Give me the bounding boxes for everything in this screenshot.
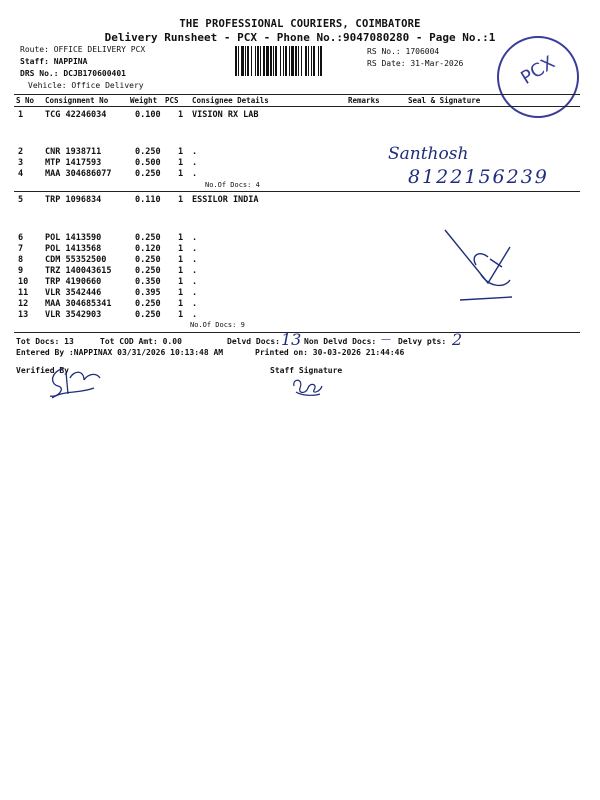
tot-cod: Tot COD Amt: 0.00: [100, 337, 182, 346]
col-pcs: PCS: [165, 96, 179, 105]
table-row: 7 POL 1413568 0.120 1 .: [18, 244, 198, 254]
route-label: Route: OFFICE DELIVERY PCX: [20, 45, 146, 54]
staff-signature: [290, 376, 326, 398]
tot-docs: Tot Docs: 13: [16, 337, 74, 346]
handwritten-phone: 8122156239: [408, 166, 549, 188]
rs-number: RS No.: 1706004: [367, 47, 440, 56]
table-row: 6 POL 1413590 0.250 1 .: [18, 233, 198, 243]
rs-date: RS Date: 31-Mar-2026: [367, 59, 464, 68]
col-consignee: Consignee Details: [192, 96, 269, 105]
delvy-pts-label: Delvy pts:: [398, 337, 447, 346]
col-weight: Weight: [130, 96, 158, 105]
staff-label: Staff: NAPPINA: [20, 57, 88, 66]
table-row: 9 TRZ 140043615 0.250 1 .: [18, 266, 198, 276]
col-sno: S No: [16, 96, 35, 105]
table-row: 12 MAA 304685341 0.250 1 .: [18, 299, 198, 309]
entered-by: Entered By :NAPPINAX 03/31/2026 10:13:48 AM: [16, 348, 224, 357]
header-top-rule: [14, 94, 580, 95]
consignee-name: ESSILOR INDIA: [192, 195, 259, 205]
delvd-docs-handwritten: 13: [281, 330, 302, 349]
verifier-signature: [44, 360, 106, 402]
table-row: 8 CDM 55352500 0.250 1 .: [18, 255, 198, 265]
non-delvd-docs-label: Non Delvd Docs:: [304, 337, 377, 346]
table-row: 3 MTP 1417593 0.500 1 .: [18, 158, 198, 168]
col-remarks: Remarks: [348, 96, 380, 105]
table-row: 4 MAA 304686077 0.250 1 .: [18, 169, 198, 179]
table-row: 1 TCG 42246034 0.100 1 VISION RX LAB: [18, 110, 259, 120]
handwritten-name: Santhosh: [388, 144, 469, 164]
docs-count-1: No.Of Docs: 4: [205, 181, 260, 189]
table-row: 11 VLR 3542446 0.395 1 .: [18, 288, 198, 298]
receiver-signature: [440, 225, 520, 305]
table-row: 2 CNR 1938711 0.250 1 .: [18, 147, 198, 157]
table-row: 13 VLR 3542903 0.250 1 .: [18, 310, 198, 320]
stamp-text: PCX: [517, 52, 559, 89]
barcode: [234, 46, 362, 76]
verified-by-label: Verified By: [16, 366, 69, 375]
header-bottom-rule: [14, 106, 580, 107]
company-title: THE PROFESSIONAL COURIERS, COIMBATORE: [179, 18, 421, 30]
non-delvd-handwritten: —: [381, 334, 391, 345]
col-consignment: Consignment No: [45, 96, 109, 105]
column-header: [0, 96, 600, 106]
printed-on: Printed on: 30-03-2026 21:44:46: [255, 348, 405, 357]
staff-signature-label: Staff Signature: [270, 366, 343, 375]
docs-count-2: No.Of Docs: 9: [190, 321, 245, 329]
runsheet-subtitle: Delivery Runsheet - PCX - Phone No.:9047080280 - Page No.:1: [104, 31, 496, 44]
delvy-pts-handwritten: 2: [452, 330, 463, 349]
group-separator: [14, 191, 580, 192]
delvd-docs-label: Delvd Docs:: [227, 337, 280, 346]
consignee-name: VISION RX LAB: [192, 110, 259, 120]
table-row: 5 TRP 1096834 0.110 1 ESSILOR INDIA: [18, 195, 259, 205]
drs-number: DRS No.: DCJB170600401: [20, 69, 126, 78]
table-row: 10 TRP 4190660 0.350 1 .: [18, 277, 198, 287]
vehicle-label: Vehicle: Office Delivery: [28, 81, 144, 90]
col-seal: Seal & Signature: [408, 96, 481, 105]
